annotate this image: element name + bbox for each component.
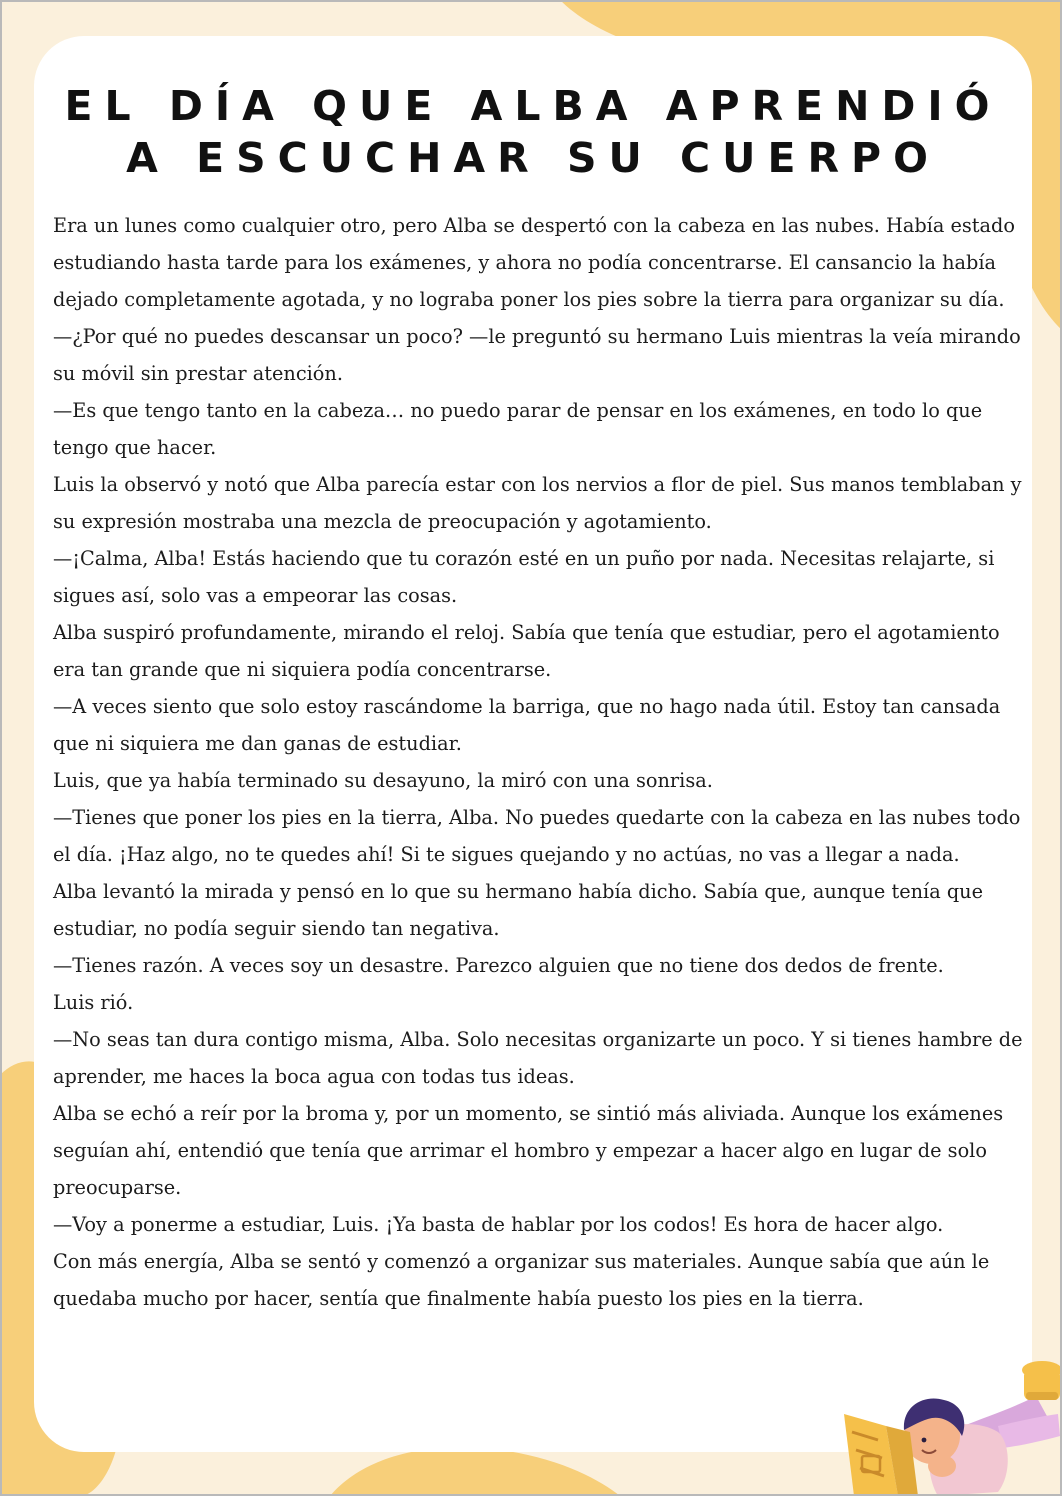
story-paragraph: Alba se echó a reír por la broma y, por un momento, se sintió más aliviada. Aunque los exámenes seguían ahí, entendió que tenía que arrimar el hombro y empezar a hacer algo en lugar de solo preocuparse.	[53, 1102, 1004, 1199]
story-paragraph: —Tienes razón. A veces soy un desastre. Parezco alguien que no tiene dos dedos de frente.	[53, 954, 944, 977]
story-paragraph: Luis, que ya había terminado su desayuno, la miró con una sonrisa.	[53, 769, 713, 792]
story-paragraph: Alba levantó la mirada y pensó en lo que su hermano había dicho. Sabía que, aunque tenía que estudiar, no podía seguir siendo tan negativa.	[53, 880, 983, 940]
story-paragraph: Con más energía, Alba se sentó y comenzó a organizar sus materiales. Aunque sabía que aún le quedaba mucho por hacer, sentía que finalmente había puesto los pies en la tierra.	[53, 1250, 990, 1310]
story-paragraph: —Es que tengo tanto en la cabeza… no puedo parar de pensar en los exámenes, en todo lo que tengo que hacer.	[53, 399, 983, 459]
story-paragraph: —Tienes que poner los pies en la tierra, Alba. No puedes quedarte con la cabeza en las nubes todo el día. ¡Haz algo, no te quedes ahí! Si te sigues quejando y no actúas, no vas a llegar a nada.	[53, 806, 1021, 866]
story-paragraph: —¿Por qué no puedes descansar un poco? —le preguntó su hermano Luis mientras la veía mirando su móvil sin prestar atención.	[53, 325, 1021, 385]
story-paragraph: Luis la observó y notó que Alba parecía estar con los nervios a flor de piel. Sus manos temblaban y su expresión mostraba una mezcla de preocupación y agotamiento.	[53, 473, 1022, 533]
page-title	[34, 80, 1032, 184]
story-paragraph: —Voy a ponerme a estudiar, Luis. ¡Ya basta de hablar por los codos! Es hora de hacer algo.	[53, 1213, 944, 1236]
story-paragraph: —No seas tan dura contigo misma, Alba. Solo necesitas organizarte un poco. Y si tienes hambre de aprender, me haces la boca agua con todas tus ideas.	[53, 1028, 1023, 1088]
story-paragraph: —A veces siento que solo estoy rascándome la barriga, que no hago nada útil. Estoy tan cansada que ni siquiera me dan ganas de estudiar.	[53, 695, 1001, 755]
story-paragraph: Alba suspiró profundamente, mirando el reloj. Sabía que tenía que estudiar, pero el agotamiento era tan grande que ni siquiera podía concentrarse.	[53, 621, 1000, 681]
story-paragraph: —¡Calma, Alba! Estás haciendo que tu corazón esté en un puño por nada. Necesitas relajarte, si sigues así, solo vas a empeorar las cosas.	[53, 547, 995, 607]
story-body	[53, 207, 1033, 1317]
title-line-2: A ESCUCHAR SU CUERPO	[126, 134, 940, 182]
child-reading-book-icon	[838, 1356, 1062, 1496]
story-paragraph: Era un lunes como cualquier otro, pero Alba se despertó con la cabeza en las nubes. Había estado estudiando hasta tarde para los exámenes, y ahora no podía concentrarse. El cansancio la había dejado completamente agotada, y no lograba poner los pies sobre la tierra para organizar su día.	[53, 214, 1015, 311]
story-paragraph: Luis rió.	[53, 991, 134, 1014]
bottom-center-blob	[330, 1447, 620, 1496]
title-line-1: EL DÍA QUE ALBA APRENDIÓ	[64, 82, 1002, 130]
